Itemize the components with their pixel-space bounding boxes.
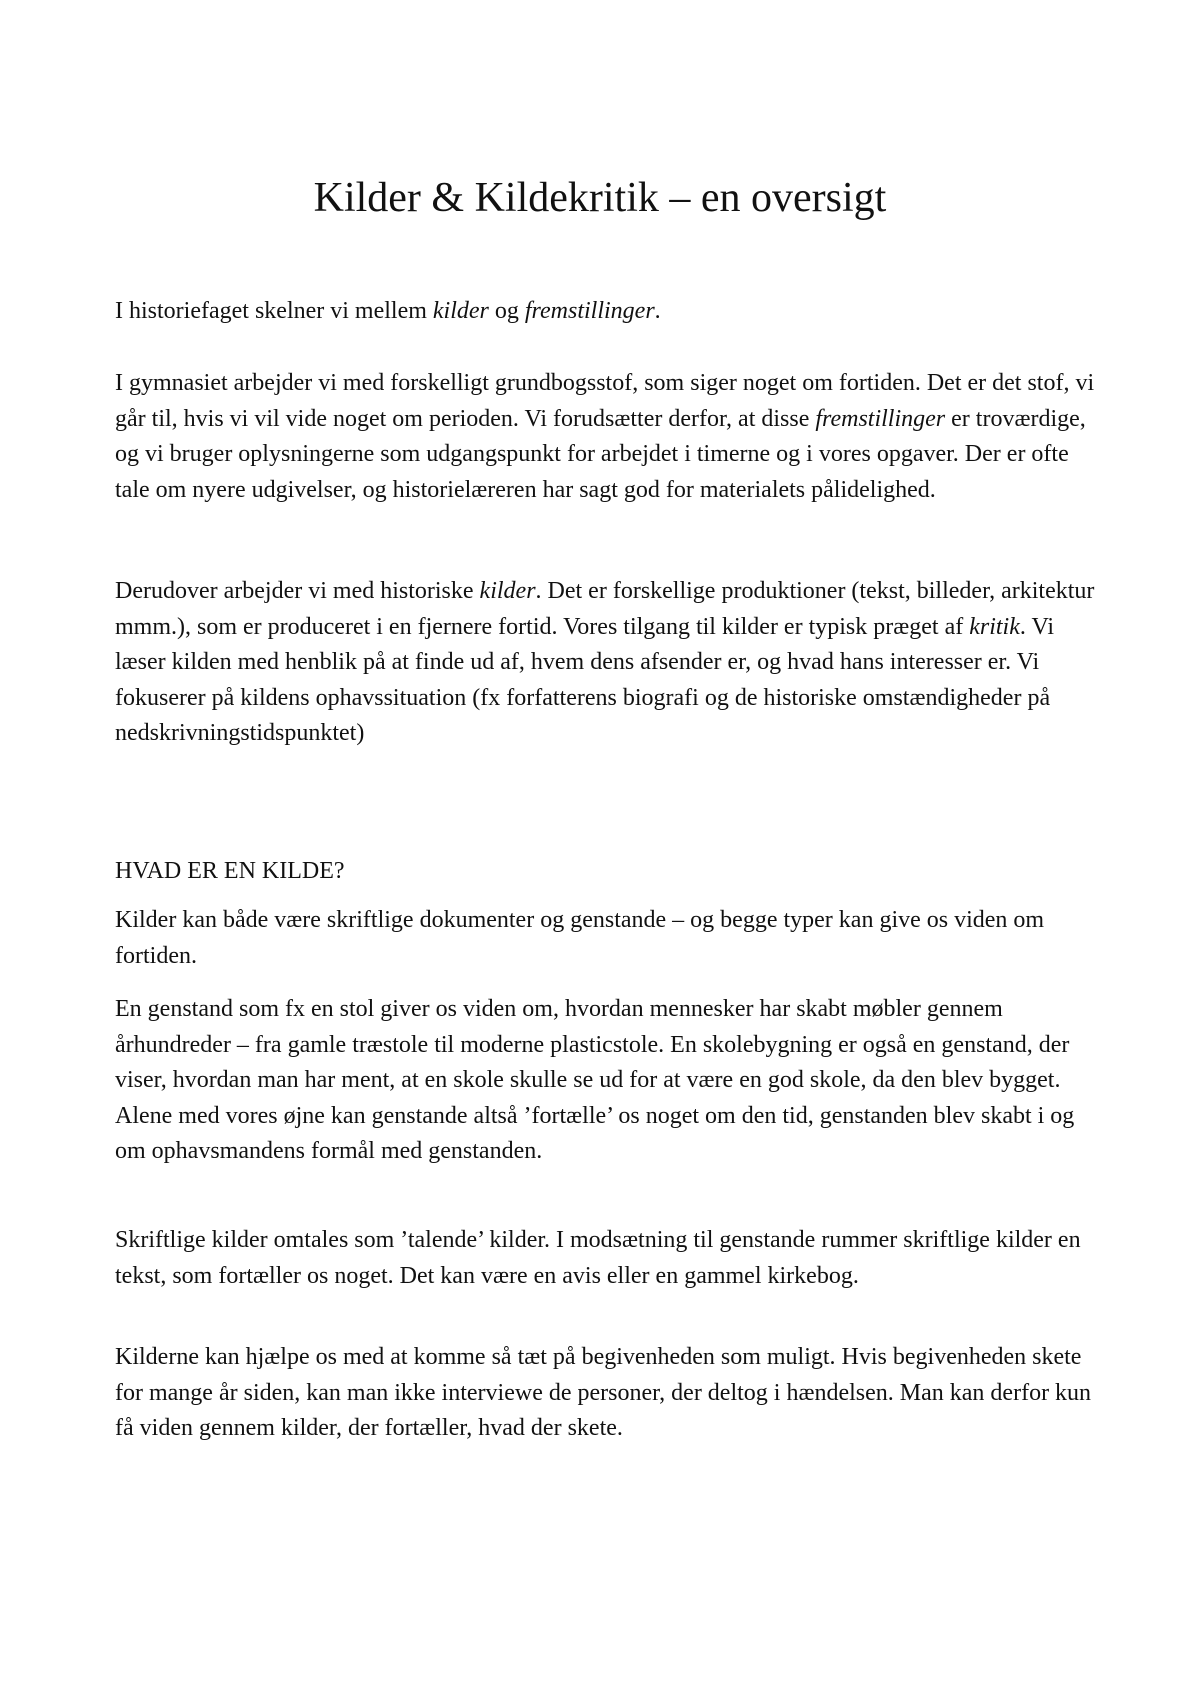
term-kritik: kritik bbox=[969, 613, 1020, 640]
derudover-paragraph bbox=[115, 574, 1105, 752]
gym-text-end: er troværdige, og vi bruger oplysningerne som udgangspunkt for arbejdet i timerne og i vores opgaver. Der er ofte tale om nyere udgivelser, og historielæreren har sagt god for materialets pålidelighed. bbox=[115, 405, 1086, 503]
intro-text-start: I historiefaget skelner vi mellem bbox=[115, 298, 433, 324]
term-fremstillinger-2: fremstillinger bbox=[815, 405, 946, 432]
intro-paragraph bbox=[115, 294, 1105, 330]
section-paragraph: Skriftlige kilder omtales som ’talende’ kilder. I modsætning til genstande rummer skriftlige kilder en tekst, som fortæller os noget. Det kan være en avis eller en gammel kirkebog. bbox=[115, 1227, 1081, 1289]
section-paragraph: Kilderne kan hjælpe os med at komme så tæt på begivenheden som muligt. Hvis begivenheden skete for mange år siden, kan man ikke interviewe de personer, der deltog i hændelsen. Man kan derfor kun få viden gennem kilder, der fortæller, hvad der skete. bbox=[115, 1344, 1092, 1441]
term-kilder-2: kilder bbox=[479, 578, 536, 604]
term-fremstillinger: fremstillinger bbox=[524, 298, 655, 324]
gym-text-start: I gymnasiet arbejder vi med forskelligt grundbogsstof, som siger noget om fortiden. Det er det stof, vi går til, hvis vi vil vide noget om perioden. Vi forudsætter derfor, at disse bbox=[115, 370, 1095, 432]
derudover-text-end: . Vi læser kilden med henblik på at finde ud af, hvem dens afsender er, og hvad hans interesser er. Vi fokuserer på kildens ophavssituation (fx forfatterens biografi og de historiske omstændigheder på nedskrivningstidspunktet) bbox=[115, 613, 1054, 746]
intro-text-middle: og bbox=[488, 298, 525, 324]
page-title: Kilder & Kildekritik – en oversigt bbox=[313, 175, 887, 221]
gymnasium-paragraph bbox=[115, 366, 1105, 508]
section-paragraph: Kilder kan både være skriftlige dokumenter og genstande – og begge typer kan give os viden om fortiden. bbox=[115, 907, 1045, 969]
derudover-text-middle: . Det er forskellige produktioner (tekst, billeder, arkitektur mmm.), som er produceret i en fjernere fortid. Vores tilgang til kilder er typisk præget af bbox=[115, 578, 1095, 640]
section-heading: HVAD ER EN KILDE? bbox=[115, 858, 345, 884]
section-paragraph: En genstand som fx en stol giver os viden om, hvordan mennesker har skabt møbler gennem århundreder – fra gamle træstole til moderne plasticstole. En skolebygning er også en genstand, der viser, hvordan man har ment, at en skole skulle se ud for at være en god skole, da den blev bygget. Alene med vores øjne kan genstande altså ’fortælle’ os noget om den tid, genstanden blev skabt i og om ophavsmandens formål med genstanden. bbox=[115, 996, 1075, 1164]
term-kilder: kilder bbox=[432, 298, 489, 324]
derudover-text-start: Derudover arbejder vi med historiske bbox=[115, 578, 480, 604]
intro-text-end: . bbox=[654, 298, 661, 324]
